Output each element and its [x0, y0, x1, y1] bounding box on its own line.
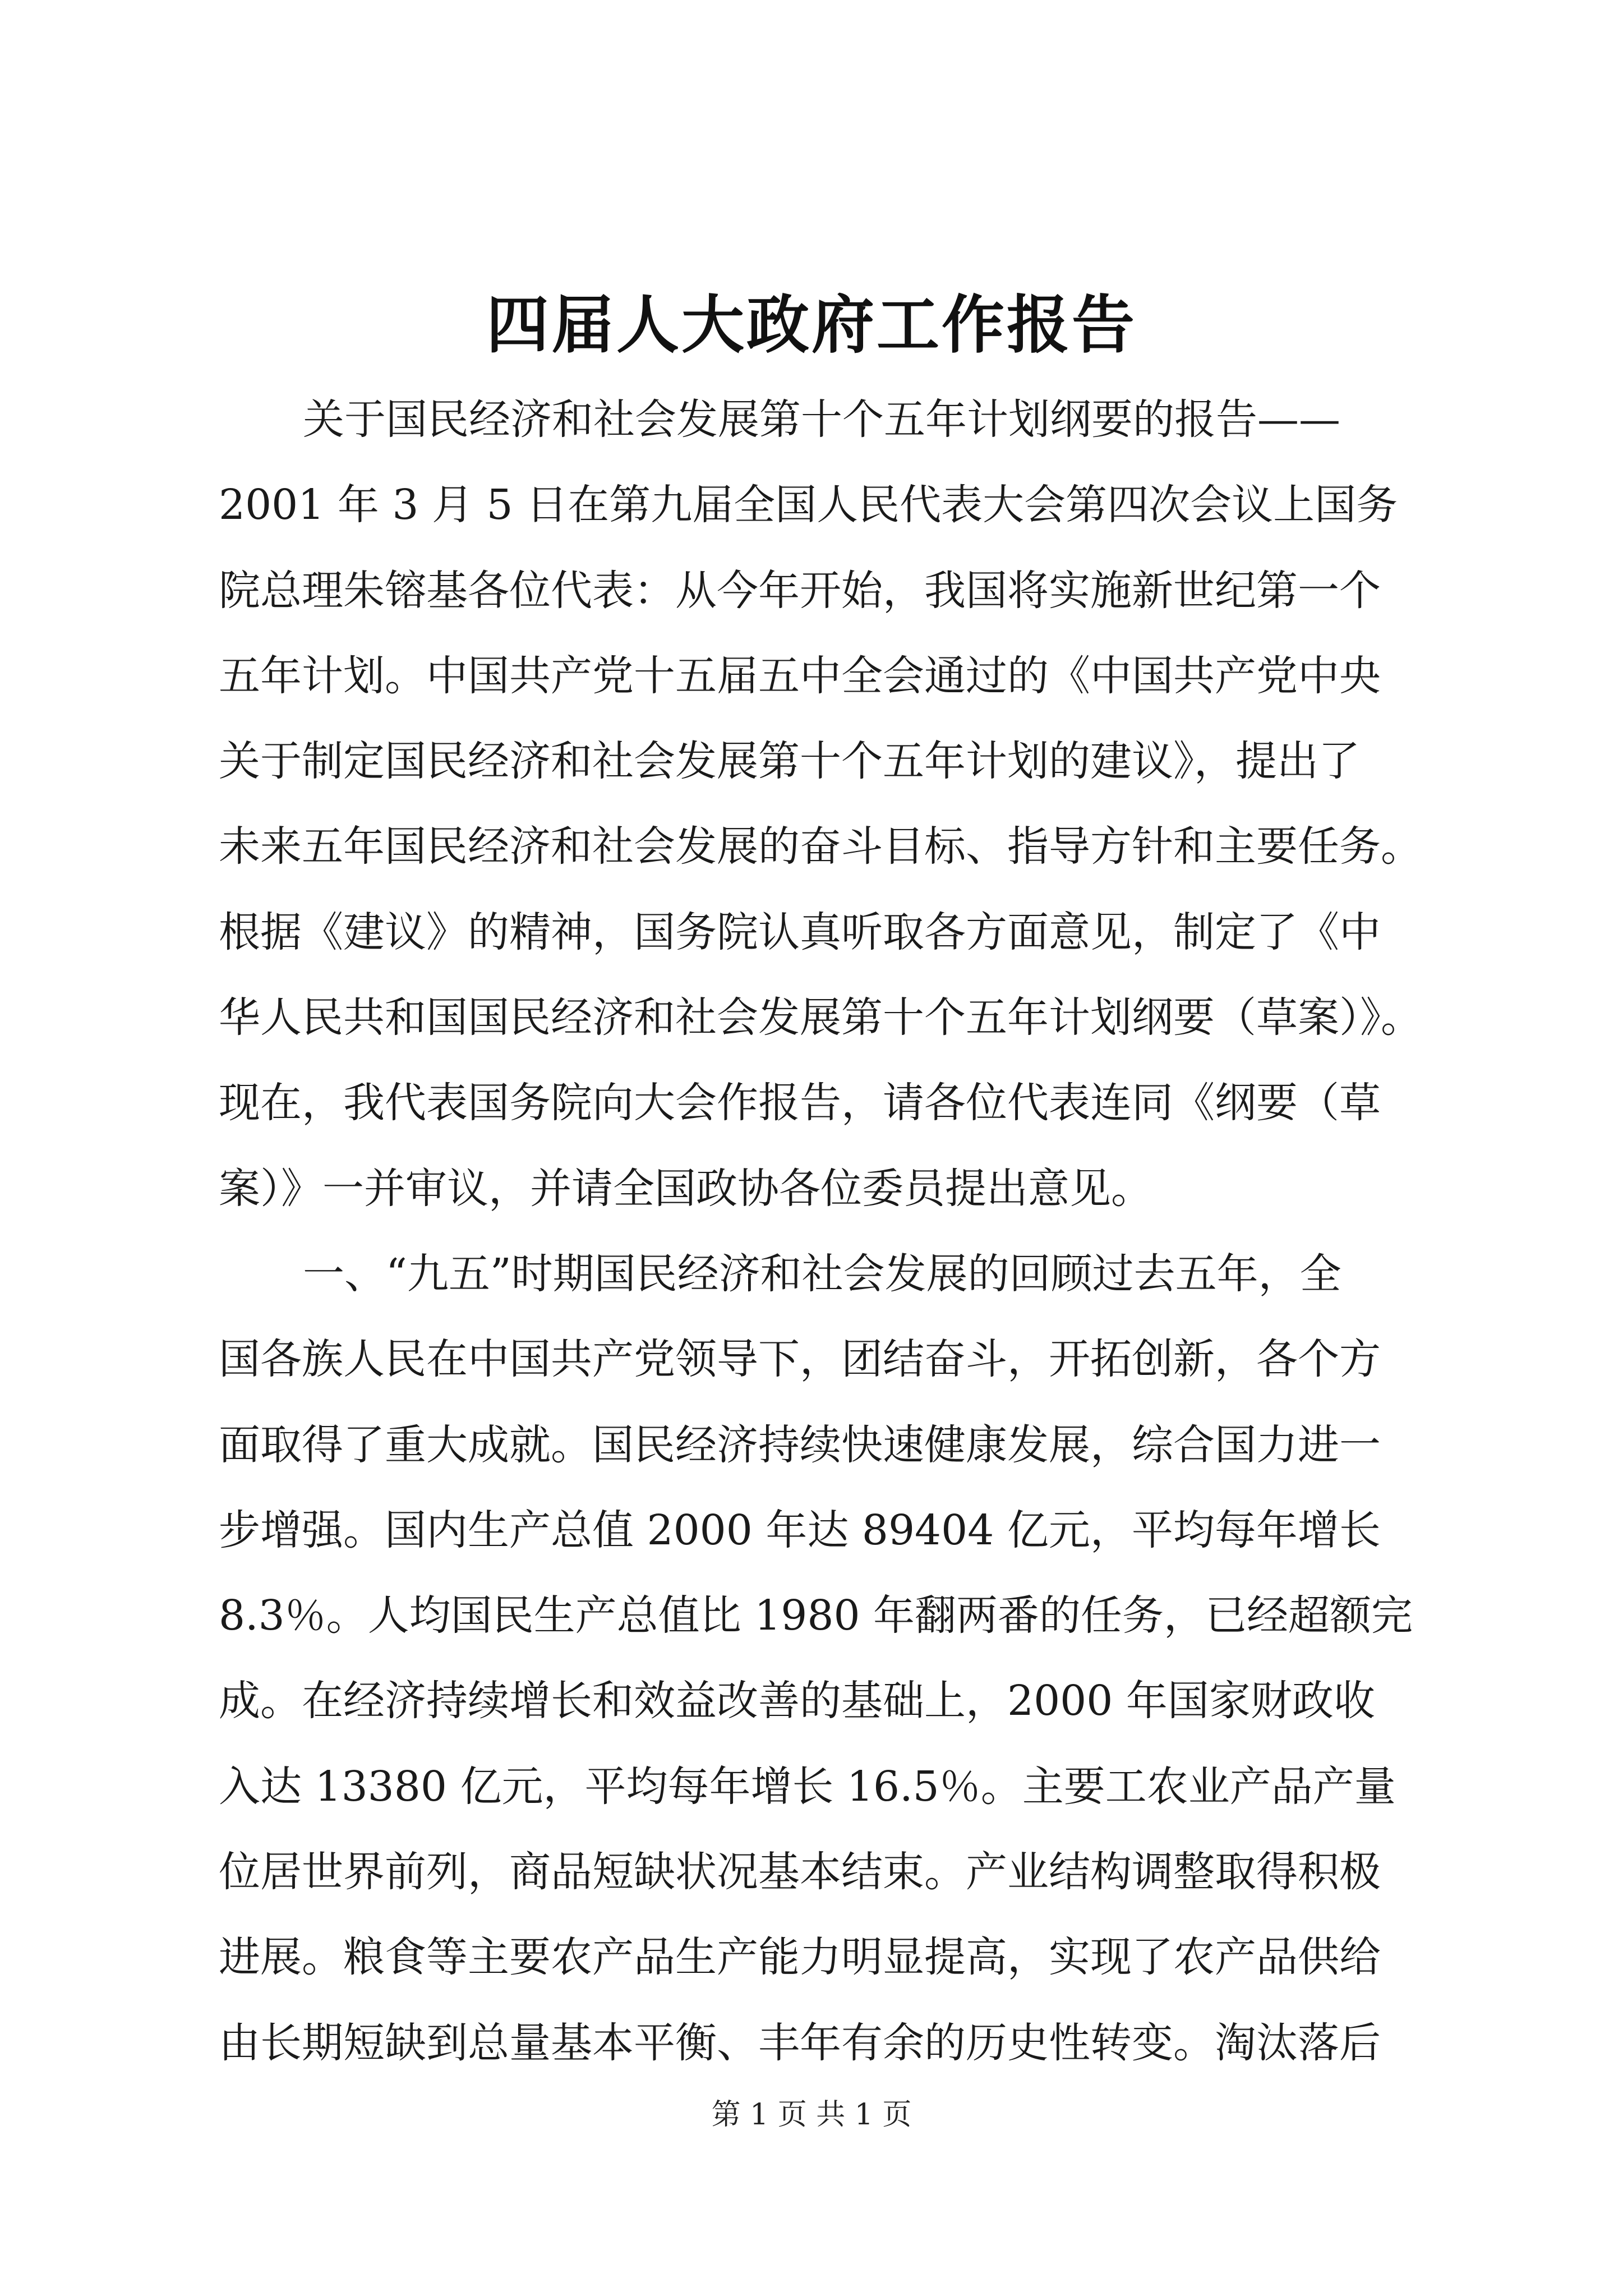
body-line: 步增强。国内生产总值 2000 年达 89404 亿元，平均每年增长 — [219, 1506, 1381, 1554]
body-line: 院总理朱镕基各位代表：从今年开始，我国将实施新世纪第一个 — [219, 566, 1381, 615]
body-line: 由长期短缺到总量基本平衡、丰年有余的历史性转变。淘汰落后 — [219, 2018, 1381, 2067]
body-line: 入达 13380 亿元，平均每年增长 16.5％。主要工农业产品产量 — [219, 1762, 1396, 1811]
body-line: 华人民共和国国民经济和社会发展第十个五年计划纲要（草案）》。 — [219, 993, 1422, 1042]
body-line: 关于制定国民经济和社会发展第十个五年计划的建议》，提出了 — [219, 737, 1360, 786]
body-line: 面取得了重大成就。国民经济持续快速健康发展，综合国力进一 — [219, 1420, 1381, 1469]
body-line: 位居世界前列，商品短缺状况基本结束。产业结构调整取得积极 — [219, 1848, 1381, 1897]
body-line: 成。在经济持续增长和效益改善的基础上，2000 年国家财政收 — [219, 1677, 1375, 1726]
page-footer: 第 1 页 共 1 页 — [711, 2098, 912, 2132]
body-line: 8.3％。人均国民生产总值比 1980 年翻两番的任务，已经超额完 — [219, 1591, 1413, 1640]
body-line: 根据《建议》的精神，国务院认真听取各方面意见，制定了《中 — [219, 908, 1381, 956]
document-body — [219, 377, 1430, 2086]
body-line: 五年计划。中国共产党十五届五中全会通过的《中国共产党中央 — [219, 651, 1381, 700]
body-line: 未来五年国民经济和社会发展的奋斗目标、指导方针和主要任务。 — [219, 822, 1422, 871]
body-line: 现在，我代表国务院向大会作报告，请各位代表连同《纲要（草 — [219, 1079, 1381, 1128]
body-line: 国各族人民在中国共产党领导下，团结奋斗，开拓创新，各个方 — [219, 1335, 1381, 1384]
body-line: 一、“九五”时期国民经济和社会发展的回顾过去五年，全 — [303, 1249, 1341, 1298]
body-line: 关于国民经济和社会发展第十个五年计划纲要的报告—— — [303, 395, 1340, 444]
body-line: 进展。粮食等主要农产品生产能力明显提高，实现了农产品供给 — [219, 1933, 1381, 1982]
body-line: 2001 年 3 月 5 日在第九届全国人民代表大会第四次会议上国务 — [219, 481, 1398, 530]
document-title: 四届人大政府工作报告 — [486, 288, 1137, 362]
body-line: 案）》一并审议，并请全国政协各位委员提出意见。 — [219, 1164, 1152, 1213]
